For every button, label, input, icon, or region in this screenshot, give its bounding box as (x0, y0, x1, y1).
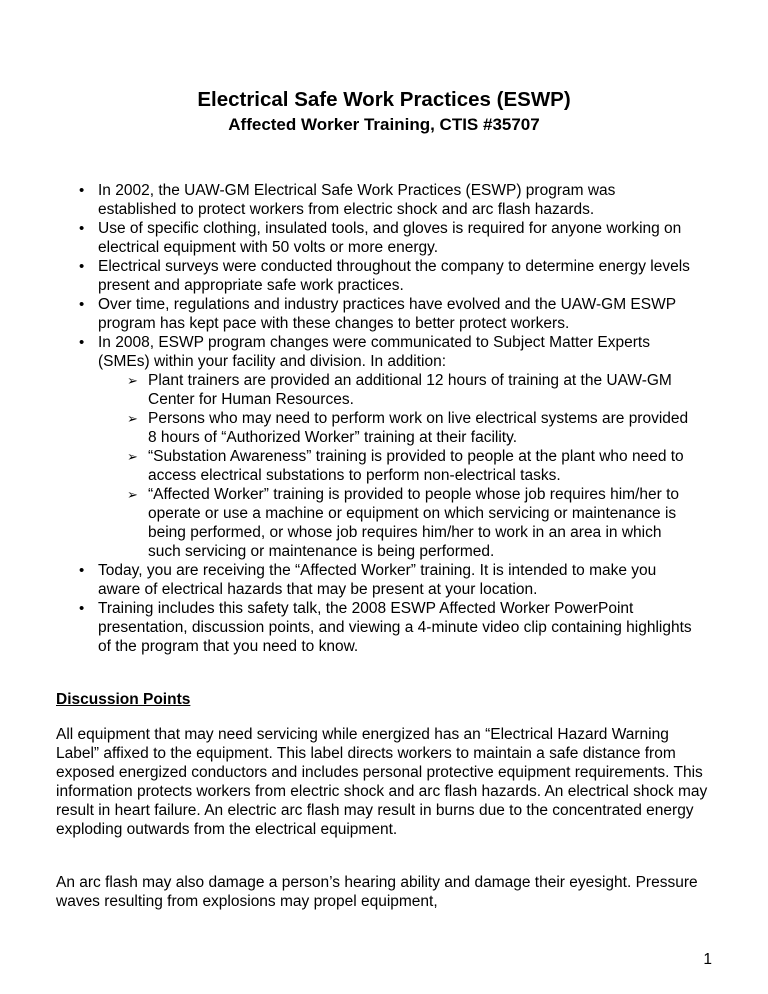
bullet-icon: • (79, 220, 85, 237)
sub-bullet-text: “Affected Worker” training is provided to people whose job requires him/her to operate or use a machine or equipment on which servicing or maintenance is being performed, or whose job requires him/her to work in an area in which such servicing or maintenance is being performed. (148, 486, 680, 560)
sub-bullet-text: Plant trainers are provided an additional 12 hours of training at the UAW-GM Center for Human Resources. (148, 372, 672, 408)
paragraph-2: An arc flash may also damage a person’s hearing ability and damage their eyesight. Pressure waves resulting from explosions may propel equipment, (56, 874, 698, 910)
arrow-bullet-icon: ➢ (127, 411, 138, 426)
bullet-icon: • (79, 296, 85, 313)
bullet-text: In 2002, the UAW-GM Electrical Safe Work Practices (ESWP) program was established to protect workers from electric shock and arc flash hazards. (98, 182, 616, 218)
bullet-icon: • (79, 562, 85, 579)
bullet-text: Electrical surveys were conducted throughout the company to determine energy levels present and appropriate safe work practices. (98, 258, 690, 294)
discussion-heading: Discussion Points (56, 691, 191, 708)
bullet-text: Over time, regulations and industry practices have evolved and the UAW-GM ESWP program has kept pace with these changes to better protect workers. (98, 296, 676, 332)
bullet-text: Training includes this safety talk, the 2008 ESWP Affected Worker PowerPoint presentation, discussion points, and viewing a 4-minute video clip containing highlights of the program that you need to know. (98, 600, 692, 655)
bullet-icon: • (79, 334, 85, 351)
bullet-icon: • (79, 182, 85, 199)
arrow-bullet-icon: ➢ (127, 373, 138, 388)
list-item (79, 219, 698, 257)
list-item (79, 257, 698, 295)
document-subtitle: Affected Worker Training, CTIS #35707 (228, 115, 540, 134)
bullet-icon: • (79, 600, 85, 617)
list-item (79, 295, 698, 333)
sub-list-item (127, 447, 698, 485)
sub-bullet-list (98, 371, 698, 561)
list-item (79, 333, 698, 561)
arrow-bullet-icon: ➢ (127, 487, 138, 502)
list-item (79, 599, 698, 656)
list-item (79, 181, 698, 219)
document-title: Electrical Safe Work Practices (ESWP) (197, 88, 571, 111)
arrow-bullet-icon: ➢ (127, 449, 138, 464)
sub-bullet-text: “Substation Awareness” training is provided to people at the plant who need to access electrical substations to perform non-electrical tasks. (148, 448, 684, 484)
sub-list-item (127, 485, 698, 561)
page-number: 1 (703, 951, 712, 968)
list-item (79, 561, 698, 599)
bullet-icon: • (79, 258, 85, 275)
paragraph-1: All equipment that may need servicing while energized has an “Electrical Hazard Warning Label” affixed to the equipment. This label directs workers to maintain a safe distance from exposed energized conductors and includes personal protective equipment requirements. This information protects workers from electric shock and arc flash hazards. An electrical shock may result in heart failure. An electric arc flash may result in burns due to the concentrated energy exploding outwards from the electrical equipment. (56, 726, 708, 838)
sub-bullet-text: Persons who may need to perform work on live electrical systems are provided 8 hours of “Authorized Worker” training at their facility. (148, 410, 689, 446)
bullet-text: In 2008, ESWP program changes were communicated to Subject Matter Experts (SMEs) within your facility and division. In addition: (98, 334, 650, 370)
sub-list-item (127, 409, 698, 447)
bullet-text: Use of specific clothing, insulated tools, and gloves is required for anyone working on electrical equipment with 50 volts or more energy. (98, 220, 682, 256)
sub-list-item (127, 371, 698, 409)
bullet-list (79, 181, 698, 656)
bullet-text: Today, you are receiving the “Affected Worker” training. It is intended to make you aware of electrical hazards that may be present at your location. (98, 562, 657, 598)
